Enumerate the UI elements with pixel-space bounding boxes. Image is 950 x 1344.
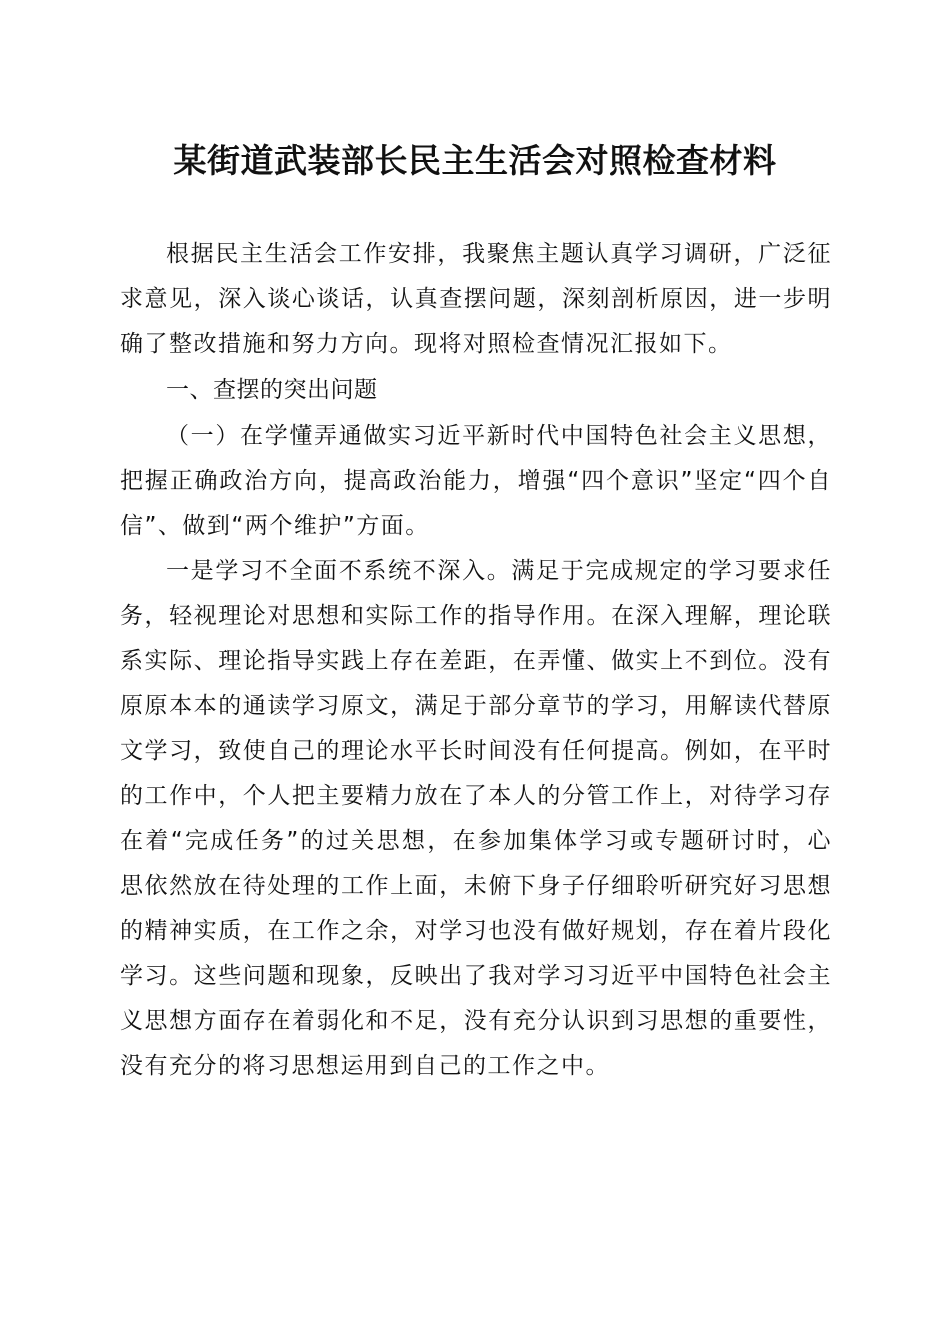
- subsection-heading: （一）在学懂弄通做实习近平新时代中国特色社会主义思想，把握正确政治方向，提高政治能力，增强“四个意识”坚定“四个自信”、做到“两个维护”方面。: [120, 423, 832, 539]
- document-title: 某街道武装部长民主生活会对照检查材料: [173, 141, 777, 180]
- body-paragraph: 一是学习不全面不系统不深入。满足于完成规定的学习要求任务，轻视理论对思想和实际工作的指导作用。在深入理解，理论联系实际、理论指导实践上存在差距，在弄懂、做实上不到位。没有原原本本的通读学习原文，满足于部分章节的学习，用解读代替原文学习，致使自己的理论水平长时间没有任何提高。例如，在平时的工作中，个人把主要精力放在了本人的分管工作上，对待学习存在着“完成任务”的过关思想，在参加集体学习或专题研讨时，心思依然放在待处理的工作上面，未俯下身子仔细聆听研究好习思想的精神实质，在工作之余，对学习也没有做好规划，存在着片段化学习。这些问题和现象，反映出了我对学习习近平中国特色社会主义思想方面存在着弱化和不足，没有充分认识到习思想的重要性，没有充分的将习思想运用到自己的工作之中。: [120, 558, 832, 1079]
- section-heading: 一、查摆的突出问题: [166, 377, 378, 403]
- document-body: [120, 232, 832, 1089]
- intro-paragraph: 根据民主生活会工作安排，我聚焦主题认真学习调研，广泛征求意见，深入谈心谈话，认真查摆问题，深刻剖析原因，进一步明确了整改措施和努力方向。现将对照检查情况汇报如下。: [120, 241, 832, 357]
